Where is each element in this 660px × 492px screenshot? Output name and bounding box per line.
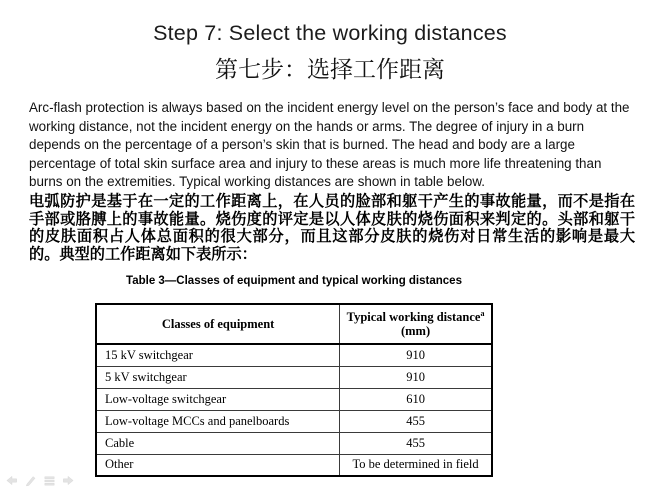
equipment-cell: 15 kV switchgear [105,347,193,362]
table-row [96,454,492,476]
paragraph-chinese: 电弧防护是基于在一定的工作距离上，在人员的脸部和躯干产生的事故能量，而不是指在手部或胳膊上的事故能量。烧伤度的评定是以人体皮肤的烧伤面积来判定的。头部和躯干的皮肤面积占人体总面积的很大部分，而且这部分皮肤的烧伤对日常生活的影响是最大的。典型的工作距离如下表所示： [29,192,635,263]
forward-arrow-icon [62,474,75,487]
pen-icon [24,474,37,487]
equipment-cell: Cable [96,432,340,454]
equipment-cell: Low-voltage MCCs and panelboards [96,410,340,432]
pen-tool-button[interactable] [24,474,37,487]
distance-cell: 610 [340,388,492,410]
table-header-row [96,304,492,344]
slideshow-menu-button[interactable] [43,474,56,487]
column-header-distance-label: Typical working distance [346,310,481,324]
paragraph-english: Arc-flash protection is always based on the incident energy level on the person’s face and body at the working distance, not the incident energy on the hands or arms. The degree of injury in a burn depends on the percentage of a person’s skin that is burned. The head and body are a large percentage of total skin surface area and injury to these areas is much more life threatening than burns on the extremities. Typical working distances are shown in table below. [29,100,630,189]
column-header-distance [340,304,492,344]
distance-cell: 910 [340,366,492,388]
menu-icon [43,474,56,487]
distance-cell: 455 [340,432,492,454]
column-header-equipment [96,304,340,344]
table-row [96,366,492,388]
equipment-cell: 5 kV switchgear [96,366,340,388]
distance-cell: 910 [340,344,492,366]
footnote-marker: a [480,308,485,318]
equipment-cell: Low-voltage switchgear [96,388,340,410]
table-row [96,410,492,432]
column-header-equipment-label: Classes of equipment [161,317,275,331]
distance-cell: To be determined in field [340,454,492,476]
equipment-cell: Other [96,454,340,476]
table-caption: Table 3—Classes of equipment and typical working distances [126,275,462,287]
next-slide-button[interactable] [62,474,75,487]
table-row [96,432,492,454]
slideshow-nav-toolbar [5,474,75,487]
back-arrow-icon [5,474,18,487]
page-title: Step 7: Select the working distances [153,21,507,45]
table-row [96,344,492,366]
previous-slide-button[interactable] [5,474,18,487]
distance-cell: 455 [340,410,492,432]
working-distance-table [95,303,493,477]
slide-title-block [0,21,660,84]
table-row [96,388,492,410]
page-title-chinese: 第七步：选择工作距离 [215,57,445,83]
column-header-distance-unit: (mm) [400,324,431,338]
